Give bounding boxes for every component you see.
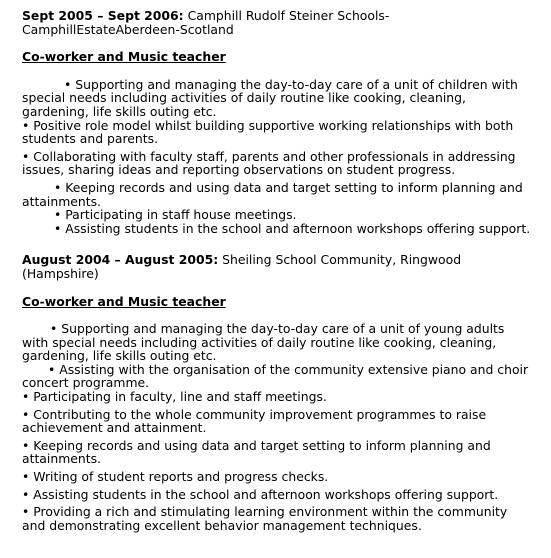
job-place: Sheiling School Community, Ringwood (Hampshire) <box>22 252 462 281</box>
job-bullet: • Collaborating with faculty staff, parents and other professionals in addressing issues, sharing ideas and reporting observations on student progress. <box>22 148 516 178</box>
job-bullet: • Positive role model whilst building supportive working relationships with both students and parents. <box>22 117 514 147</box>
job-bullet: • Participating in faculty, line and staff meetings. <box>22 389 327 405</box>
job-bullet: • Supporting and managing the day-to-day care of a unit of young adults with special needs including activities of daily routine like cooking, cleaning, gardening, life skills outing etc. <box>22 321 505 364</box>
job-bullet: • Contributing to the whole community improvement programmes to raise achievement and attainment. <box>22 406 487 436</box>
job-bullet: • Assisting students in the school and afternoon workshops offering support. <box>22 486 499 502</box>
job-role: Co-worker and Music teacher <box>22 49 226 65</box>
job-bullet: • Writing of student reports and progress checks. <box>22 469 329 485</box>
job-bullet: • Assisting with the organisation of the community extensive piano and choir concert programme. <box>22 361 529 391</box>
job-place: Camphill Rudolf Steiner Schools- CamphillEstateAberdeen-Scotland <box>22 8 390 37</box>
job-bullet: • Keeping records and using data and target setting to inform planning and attainments. <box>22 437 491 467</box>
job-bullet: • Supporting and managing the day-to-day care of a unit of children with special needs including activities of daily routine like cooking, cleaning, gardening, life skills outing etc. <box>22 76 518 119</box>
job-bullet: • Participating in staff house meetings. <box>54 207 297 223</box>
job-header <box>22 253 533 280</box>
job-header <box>22 9 533 36</box>
job-bullet: • Assisting students in the school and afternoon workshops offering support. <box>54 220 531 236</box>
job-role: Co-worker and Music teacher <box>22 293 226 309</box>
job-dates: Sept 2005 – Sept 2006: <box>22 8 184 23</box>
job-bullet: • Providing a rich and stimulating learning environment within the community and demonstrating excellent behavior management techniques. <box>22 504 508 533</box>
job-dates: August 2004 – August 2005: <box>22 252 219 268</box>
job-bullet: • Keeping records and using data and target setting to inform planning and attainments. <box>22 179 523 209</box>
